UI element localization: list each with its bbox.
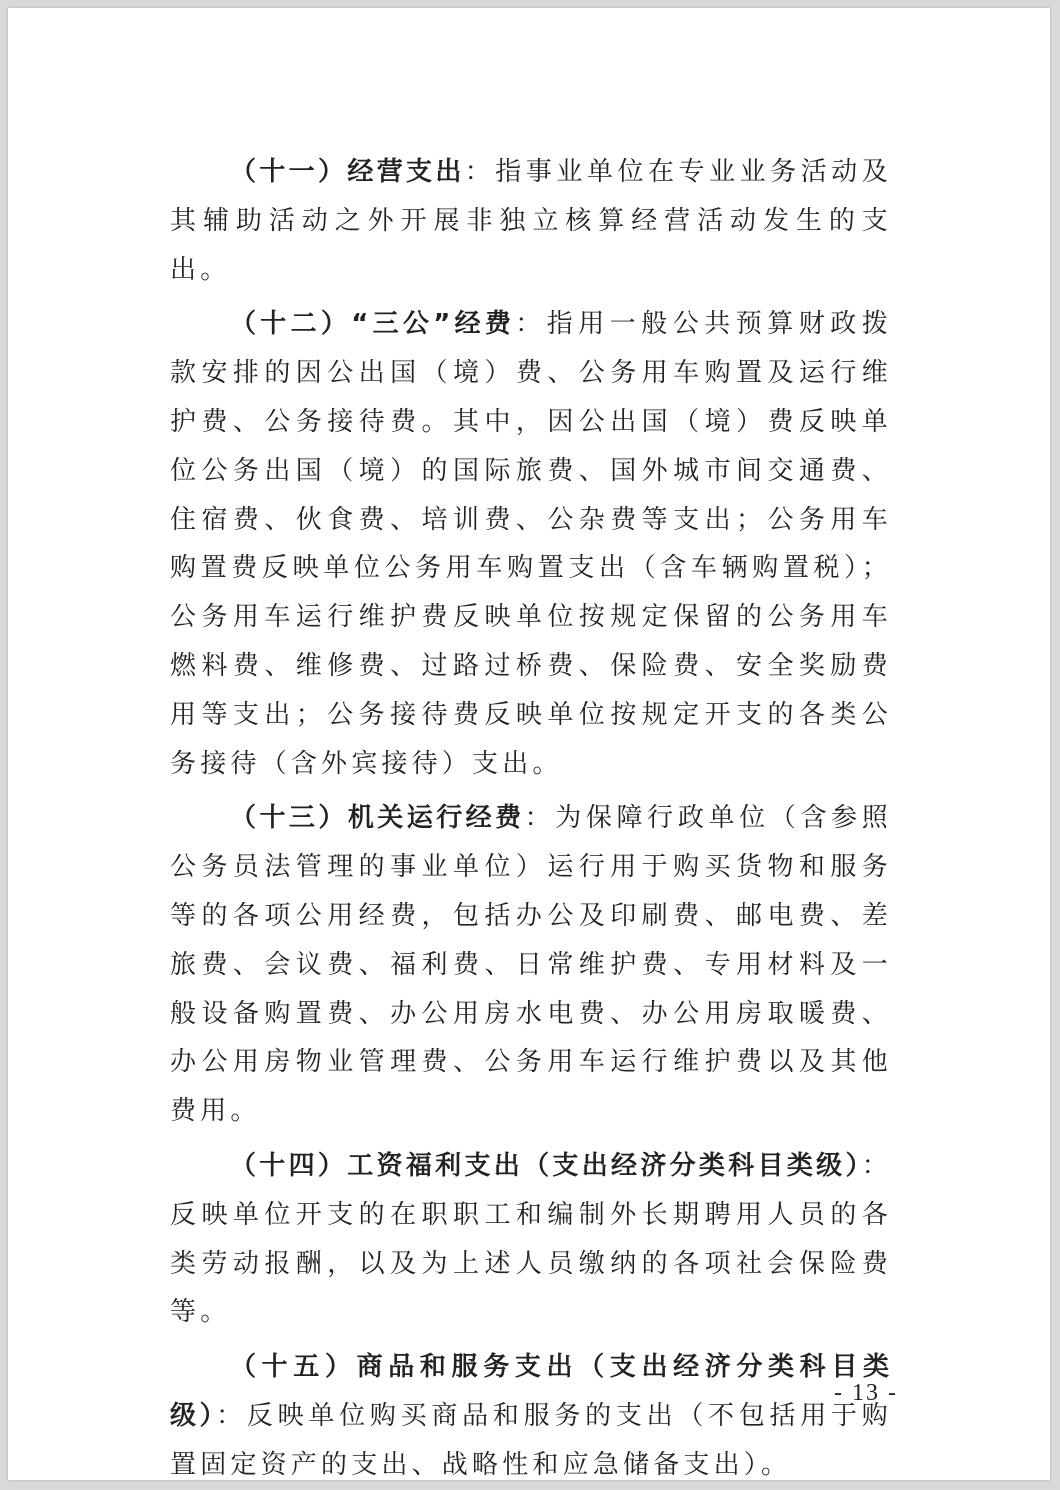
- paragraph-agency-operating-expenses: [170, 794, 892, 1136]
- paragraph-heading: （十三）机关运行经费: [230, 803, 525, 834]
- paragraph-text: ：指用一般公共预算财政拨款安排的因公出国（境）费、公务用车购置及运行维护费、公务接待费。其中，因公出国（境）费反映单位公务出国（境）的国际旅费、国外城市间交通费、住宿费、伙食费、培训费、公杂费等支出；公务用车购置费反映单位公务用车购置支出（含车辆购置税）；公务用车运行维护费反映单位按规定保留的公务用车燃料费、维修费、过路过桥费、保险费、安全奖励费用等支出；公务接待费反映单位按规定开支的各类公务接待（含外宾接待）支出。: [170, 309, 892, 779]
- paragraph-text: ：反映单位开支的在职职工和编制外长期聘用人员的各类劳动报酬，以及为上述人员缴纳的各项社会保险费等。: [170, 1150, 892, 1328]
- paragraph-three-public-expenses: [170, 300, 892, 788]
- paragraph-text: ：为保障行政单位（含参照公务员法管理的事业单位）运行用于购买货物和服务等的各项公用经费，包括办公及印刷费、邮电费、差旅费、会议费、福利费、日常维护费、专用材料及一般设备购置费、办公用房水电费、办公用房取暖费、办公用房物业管理费、公务用车运行维护费以及其他费用。: [170, 803, 892, 1127]
- paragraph-text: ：反映单位购买商品和服务的支出（不包括用于购置固定资产的支出、战略性和应急储备支出）。: [170, 1400, 892, 1480]
- document-body: [170, 148, 892, 1490]
- document-page: [8, 8, 1050, 1480]
- paragraph-heading: （十四）工资福利支出（支出经济分类科目类级）: [230, 1150, 862, 1181]
- paragraph-heading: （十一）经营支出: [230, 157, 465, 187]
- paragraph-wage-welfare-expenditure: [170, 1142, 892, 1337]
- page-number: - 13 -: [834, 1380, 898, 1406]
- paragraph-text: ：指事业单位在专业业务活动及其辅助活动之外开展非独立核算经营活动发生的支出。: [170, 157, 892, 285]
- paragraph-heading: （十二）“三公”经费: [230, 309, 516, 340]
- paragraph-heading: （十五）商品和服务支出（支出经济分类科目类级）: [170, 1352, 892, 1431]
- paragraph-operating-expenditure: [170, 148, 892, 294]
- paragraph-goods-services-expenditure: [170, 1343, 892, 1489]
